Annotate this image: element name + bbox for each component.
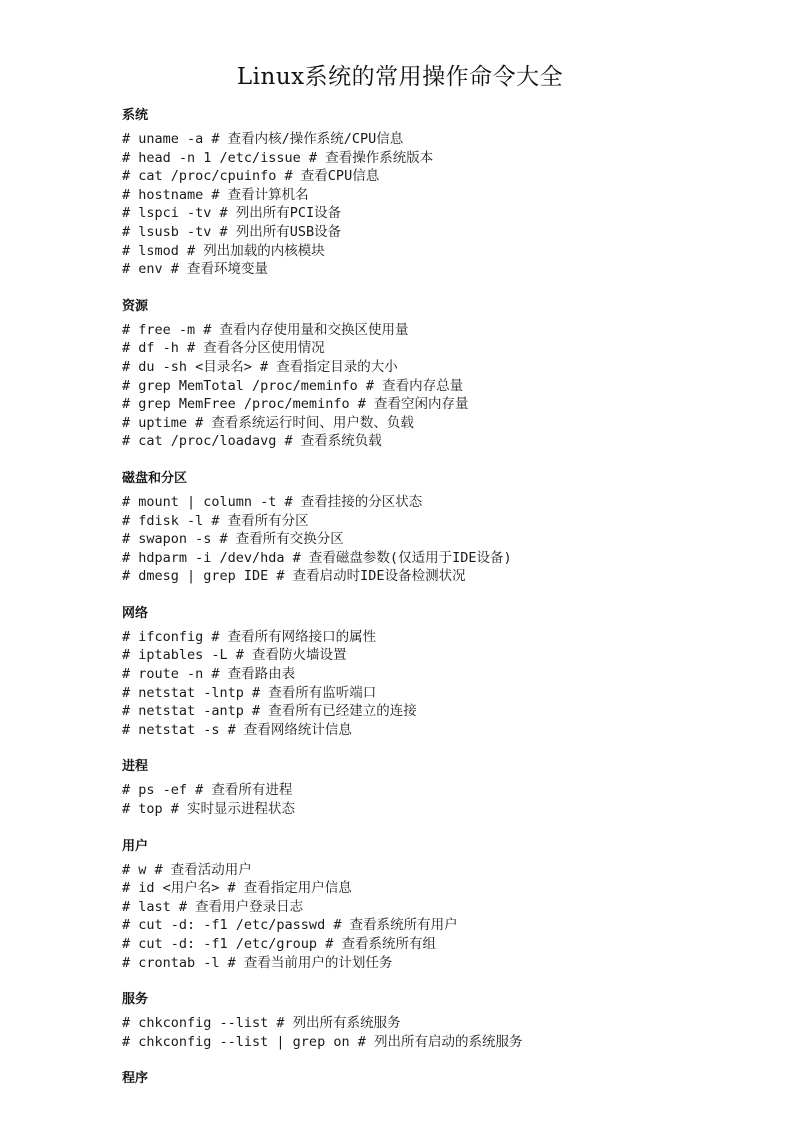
command-line: # cat /proc/cpuinfo # 查看CPU信息 bbox=[122, 168, 380, 185]
command-list bbox=[122, 628, 742, 740]
section-heading: 系统 bbox=[122, 108, 149, 123]
command-line: # du -sh <目录名> # 查看指定目录的大小 bbox=[122, 358, 398, 375]
section-heading: 磁盘和分区 bbox=[122, 470, 188, 486]
command-line: # w # 查看活动用户 bbox=[122, 861, 252, 878]
section-heading: 资源 bbox=[122, 298, 149, 314]
command-list bbox=[122, 130, 742, 279]
command-line: # grep MemTotal /proc/meminfo # 查看内存总量 bbox=[122, 377, 464, 394]
command-line: # chkconfig --list | grep on # 列出所有启动的系统服务 bbox=[122, 1033, 523, 1050]
section-heading: 用户 bbox=[122, 838, 149, 854]
section-services bbox=[122, 990, 742, 1051]
command-line: # uname -a # 查看内核/操作系统/CPU信息 bbox=[122, 131, 404, 147]
section-network bbox=[122, 604, 742, 740]
command-line: # lsusb -tv # 列出所有USB设备 bbox=[122, 223, 342, 240]
command-line: # swapon -s # 查看所有交换分区 bbox=[122, 531, 344, 548]
command-line: # head -n 1 /etc/issue # 查看操作系统版本 bbox=[122, 149, 434, 166]
command-line: # cut -d: -f1 /etc/group # 查看系统所有组 bbox=[122, 936, 436, 952]
command-line: # netstat -s # 查看网络统计信息 bbox=[122, 721, 352, 738]
document-content bbox=[122, 106, 742, 1107]
command-line: # env # 查看环境变量 bbox=[122, 261, 269, 278]
command-line: # iptables -L # 查看防火墙设置 bbox=[122, 647, 347, 664]
section-heading: 进程 bbox=[122, 759, 149, 775]
section-resources bbox=[122, 297, 742, 451]
command-line: # last # 查看用户登录日志 bbox=[122, 898, 304, 915]
command-line: # lspci -tv # 列出所有PCI设备 bbox=[122, 205, 342, 222]
command-line: # hostname # 查看计算机名 bbox=[122, 186, 309, 203]
command-line: # grep MemFree /proc/meminfo # 查看空闲内存量 bbox=[122, 396, 469, 413]
section-heading: 服务 bbox=[122, 992, 149, 1008]
command-line: # netstat -antp # 查看所有已经建立的连接 bbox=[122, 703, 417, 720]
command-line: # ifconfig # 查看所有网络接口的属性 bbox=[122, 628, 377, 645]
section-heading: 程序 bbox=[122, 1071, 149, 1087]
command-line: # ps -ef # 查看所有进程 bbox=[122, 782, 293, 799]
command-line: # mount | column -t # 查看挂接的分区状态 bbox=[122, 493, 423, 510]
page-title: Linux系统的常用操作命令大全 bbox=[236, 64, 564, 90]
command-list bbox=[122, 321, 742, 451]
command-line: # uptime # 查看系统运行时间、用户数、负载 bbox=[122, 414, 414, 431]
section-processes bbox=[122, 757, 742, 818]
command-line: # cut -d: -f1 /etc/passwd # 查看系统所有用户 bbox=[122, 917, 458, 934]
command-line: # id <用户名> # 查看指定用户信息 bbox=[122, 880, 352, 897]
command-line: # dmesg | grep IDE # 查看启动时IDE设备检测状况 bbox=[122, 568, 466, 585]
command-list bbox=[122, 1014, 742, 1051]
command-list bbox=[122, 493, 742, 586]
command-line: # hdparm -i /dev/hda # 查看磁盘参数(仅适用于IDE设备) bbox=[122, 549, 512, 566]
command-line: # netstat -lntp # 查看所有监听端口 bbox=[122, 684, 377, 701]
command-line: # free -m # 查看内存使用量和交换区使用量 bbox=[122, 321, 409, 338]
command-list bbox=[122, 781, 742, 818]
command-line: # chkconfig --list # 列出所有系统服务 bbox=[122, 1015, 401, 1032]
section-system bbox=[122, 106, 742, 279]
section-programs bbox=[122, 1069, 742, 1089]
command-line: # route -n # 查看路由表 bbox=[122, 666, 296, 683]
command-line: # top # 实时显示进程状态 bbox=[122, 801, 296, 818]
section-users bbox=[122, 837, 742, 973]
section-disks-partitions bbox=[122, 469, 742, 586]
command-list bbox=[122, 861, 742, 973]
command-line: # cat /proc/loadavg # 查看系统负载 bbox=[122, 433, 382, 450]
command-line: # crontab -l # 查看当前用户的计划任务 bbox=[122, 954, 393, 971]
section-heading: 网络 bbox=[122, 605, 149, 621]
command-line: # df -h # 查看各分区使用情况 bbox=[122, 340, 325, 357]
command-line: # lsmod # 列出加载的内核模块 bbox=[122, 242, 325, 259]
command-line: # fdisk -l # 查看所有分区 bbox=[122, 512, 309, 529]
